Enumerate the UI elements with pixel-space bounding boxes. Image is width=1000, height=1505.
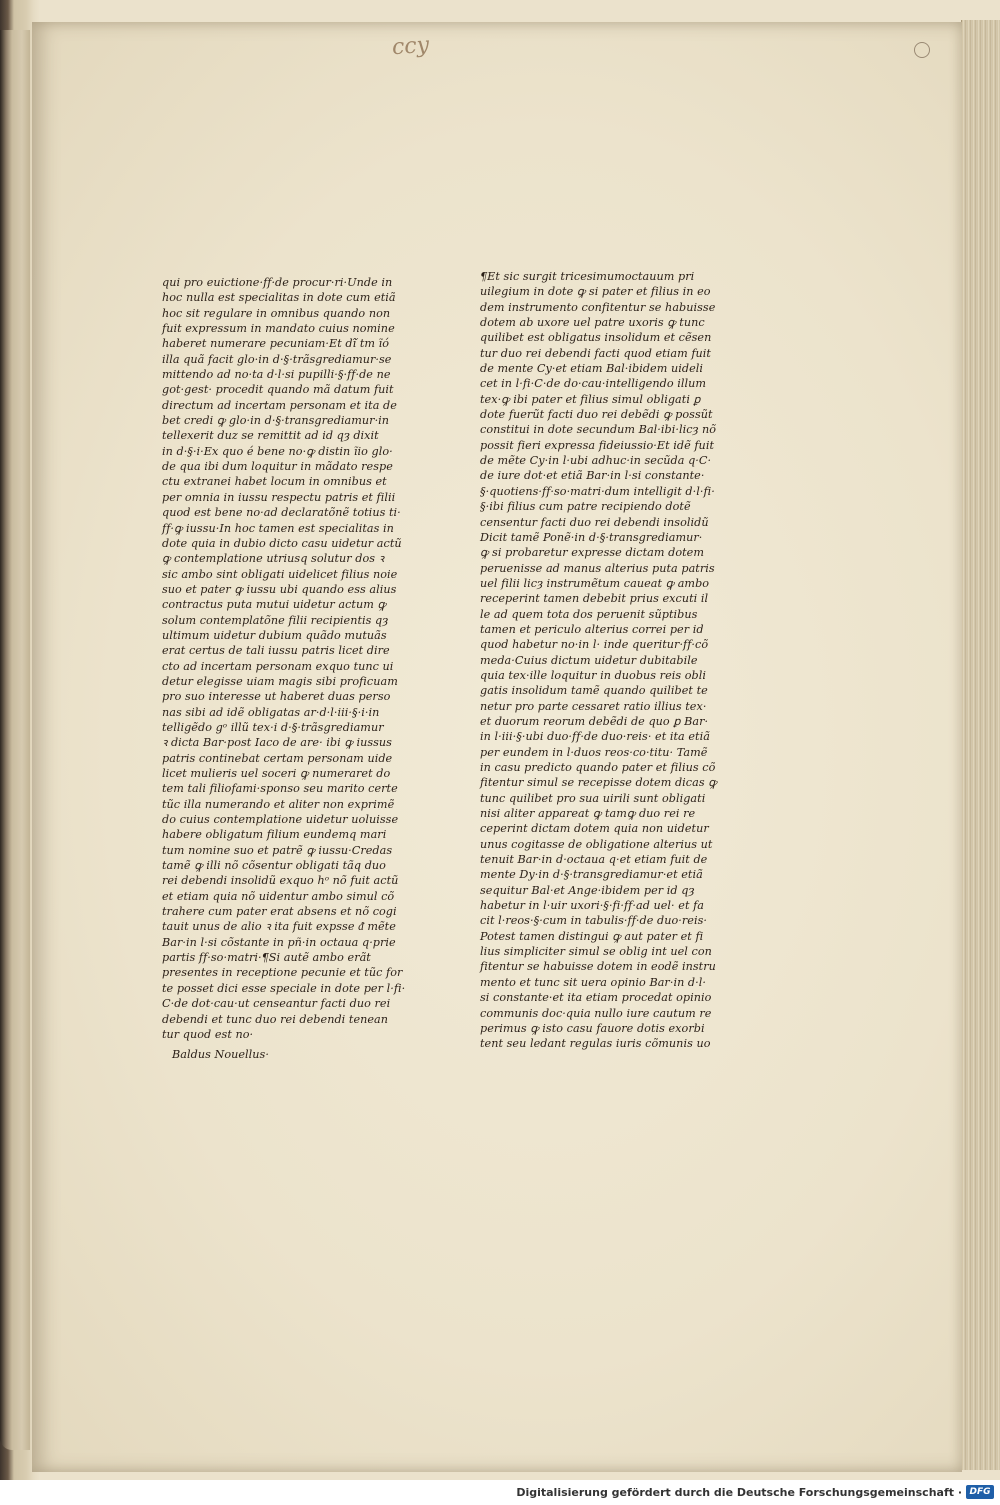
text-line: trahere cum pater erat absens et nõ cogi: [162, 905, 397, 919]
text-line: cet in l·fi·C·de do·cau·intelligendo illum: [480, 377, 707, 391]
right-page-stack: [961, 20, 1000, 1470]
text-line: habere obligatum filium eundemq mari: [162, 828, 387, 842]
text-line: ctu extranei habet locum in omnibus et: [162, 475, 387, 489]
text-line: dem instrumento confitentur se habuisse: [480, 300, 716, 314]
text-line: mento et tunc sit uera opinio Bar·in d·l·: [480, 975, 706, 989]
text-line: per eundem in l·duos reos·co·titu· Tamẽ: [480, 745, 708, 759]
text-line: quod habetur no·in l· inde queritur·ff·cõ: [480, 638, 709, 652]
text-line: §·ibi filius cum patre recipiendo dotẽ: [480, 500, 691, 514]
text-line: tamẽ ꝙ illi nõ cõsentur obligati tãq duo: [162, 859, 386, 873]
text-line: dote fuerũt facti duo rei debẽdi ꝙ possũt: [480, 408, 713, 422]
text-line: tauit unus de alio ꝛ ita fuit expsse ᵭ mẽte: [162, 920, 396, 934]
text-line: partis ff·so·matri·¶Si autẽ ambo erãt: [162, 951, 371, 965]
text-line: tellexerit duz se remittit ad id qȝ dixit: [162, 429, 379, 443]
text-line: tamen et periculo alterius correi per id: [480, 622, 704, 636]
text-line: per omnia in iussu respectu patris et filii: [162, 490, 396, 504]
author-signature: Baldus Nouellus·: [172, 1048, 269, 1062]
text-line: quia tex·ille loquitur in duobus reis obli: [480, 668, 707, 682]
text-line: detur elegisse uiam magis sibi proficuam: [162, 674, 398, 688]
text-line: uilegium in dote ꝙ si pater et filius in eo: [480, 285, 711, 299]
text-line: tent seu ledant regulas iuris cõmunis uo: [480, 1037, 711, 1051]
text-line: nas sibi ad idẽ obligatas ar·d·l·iii·§·i·in: [162, 705, 380, 719]
page-number: ccy: [391, 32, 430, 61]
book-page: [32, 22, 962, 1472]
left-text-column: [162, 275, 406, 1063]
text-line: telligẽdo gᵒ illũ tex·i d·§·trãsgrediamur: [162, 720, 384, 734]
footer-bar: [0, 1480, 1000, 1505]
text-line: patris continebat certam personam uide: [162, 751, 393, 765]
text-line: constitui in dote secundum Bal·ibi·licȝ nõ: [480, 423, 717, 437]
text-line: communis doc·quia nullo iure cautum re: [480, 1006, 712, 1020]
dfg-logo: DFG: [966, 1485, 994, 1499]
text-line: presentes in receptione pecunie et tũc for: [162, 966, 403, 980]
right-text-column: [480, 269, 716, 1052]
text-line: si constante·et ita etiam procedat opinio: [480, 991, 712, 1005]
text-line: ultimum uidetur dubium quãdo mutuãs: [162, 628, 387, 642]
text-line: lius simpliciter simul se oblig int uel con: [480, 945, 712, 959]
text-line: mente Dy·in d·§·transgrediamur·et etiã: [480, 868, 703, 882]
text-line: sequitur Bal·et Ange·ibidem per id qȝ: [480, 883, 695, 897]
text-line: de mẽte Cy·in l·ubi adhuc·in secũda q·C·: [480, 454, 712, 468]
text-line: debendi et tunc duo rei debendi tenean: [162, 1012, 389, 1026]
text-line: contractus puta mutui uidetur actum ꝙ: [162, 598, 386, 612]
text-line: Dicit tamẽ Ponẽ·in d·§·transgrediamur·: [480, 530, 703, 544]
text-line: de mente Cy·et etiam Bal·ibidem uideli: [480, 362, 703, 376]
text-line: ¶Et sic surgit tricesimumoctauum pri: [480, 270, 695, 283]
text-line: tex·ꝙ ibi pater et filius simul obligati ꝑ: [480, 392, 701, 406]
text-line: Potest tamen distingui ꝙ aut pater et fi: [480, 929, 704, 943]
footer-credit: Digitalisierung gefördert durch die Deutsche Forschungsgemeinschaft ·: [516, 1486, 962, 1499]
text-line: meda·Cuius dictum uidetur dubitabile: [480, 653, 698, 667]
text-line: ceperint dictam dotem quia non uidetur: [480, 822, 709, 836]
text-line: qui pro euictione·ff·de procur·ri·Unde in: [162, 276, 393, 289]
text-line: perimus ꝙ isto casu fauore dotis exorbi: [480, 1021, 705, 1035]
text-line: tum nomine suo et patrẽ ꝙ iussu·Credas: [162, 843, 393, 857]
text-line: ꝙ contemplatione utriusq solutur dos ꝛ: [162, 552, 385, 566]
text-line: tunc quilibet pro sua uirili sunt obligati: [480, 791, 706, 805]
text-line: rei debendi insolidũ exquo hᵒ nõ fuit actũ: [162, 874, 399, 888]
text-line: in l·iii·§·ubi duo·ff·de duo·reis· et ita etiã: [480, 730, 710, 744]
text-line: cto ad incertam personam exquo tunc ui: [162, 659, 394, 673]
text-line: in casu predicto quando pater et filius cõ: [480, 761, 716, 774]
text-line: fitentur se habuisse dotem in eodẽ instru: [480, 960, 716, 974]
text-line: dote quia in dubio dicto casu uidetur actũ: [162, 536, 402, 550]
text-line: tur duo rei debendi facti quod etiam fuit: [480, 346, 711, 360]
left-page-edge: [0, 30, 30, 1450]
text-line: tũc illa numerando et aliter non exprimẽ: [162, 797, 395, 811]
text-line: te posset dici esse speciale in dote per l·fi·: [162, 981, 406, 995]
text-line: quod est bene no·ad declaratõnẽ totius ti·: [162, 506, 401, 520]
text-line: et duorum reorum debẽdi de quo ꝑ Bar·: [480, 714, 709, 728]
text-line: possit fieri expressa fideiussio·Et idẽ fuit: [480, 438, 714, 452]
text-line: directum ad incertam personam et ita de: [162, 398, 397, 412]
text-line: Bar·in l·si cõstante in pñ·in octaua q·prie: [162, 935, 396, 949]
text-line: got·gest· procedit quando mã datum fuit: [162, 383, 394, 397]
text-line: bet credi ꝙ glo·in d·§·transgrediamur·in: [162, 414, 390, 428]
text-line: quilibet est obligatus insolidum et cẽsen: [480, 331, 712, 345]
text-line: illa quã facit glo·in d·§·trãsgrediamur·se: [162, 352, 392, 366]
text-line: nisi aliter appareat ꝙ tamꝙ duo rei re: [480, 807, 696, 821]
text-line: hoc nulla est specialitas in dote cum etiã: [162, 291, 396, 305]
text-line: §·quotiens·ff·so·matri·dum intelligit d·l·fi·: [480, 484, 715, 498]
text-line: gatis insolidum tamẽ quando quilibet te: [480, 684, 708, 698]
text-line: peruenisse ad manus alterius puta patris: [480, 561, 715, 575]
text-line: ff·ꝙ iussu·In hoc tamen est specialitas in: [162, 521, 394, 535]
text-line: mittendo ad no·ta d·l·si pupilli·§·ff·de ne: [162, 368, 391, 382]
text-line: tenuit Bar·in d·octaua q·et etiam fuit de: [480, 853, 708, 867]
circle-mark-icon: [914, 42, 930, 58]
text-line: receperint tamen debebit prius excuti il: [480, 592, 709, 606]
text-line: le ad quem tota dos peruenit sũptibus: [480, 607, 698, 621]
text-line: fitentur simul se recepisse dotem dicas ꝙ: [480, 776, 717, 790]
text-line: habetur in l·uir uxori·§·fi·ff·ad uel· et fa: [480, 899, 705, 913]
text-line: licet mulieris uel soceri ꝙ numeraret do: [162, 767, 391, 780]
text-line: fuit expressum in mandato cuius nomine: [162, 322, 395, 336]
text-line: dotem ab uxore uel patre uxoris ꝙ tunc: [480, 316, 705, 330]
text-line: de qua ibi dum loquitur in mãdato respe: [162, 460, 393, 474]
text-line: do cuius contemplatione uidetur uoluisse: [162, 813, 399, 827]
text-line: sic ambo sint obligati uidelicet filius noie: [162, 567, 398, 581]
text-line: pro suo interesse ut haberet duas perso: [162, 690, 391, 704]
text-line: uel filii licȝ instrumẽtum caueat ꝙ ambo: [480, 576, 710, 590]
text-line: haberet numerare pecuniam·Et di᷉ tm ĩó: [162, 337, 390, 351]
text-line: C·de dot·cau·ut censeantur facti duo rei: [162, 997, 391, 1011]
text-line: hoc sit regulare in omnibus quando non: [162, 306, 391, 320]
text-line: netur pro parte cessaret ratio illius tex·: [480, 699, 707, 713]
text-line: de iure dot·et etiã Bar·in l·si constante·: [480, 469, 705, 483]
text-line: solum contemplatõne filii recipientis qȝ: [162, 613, 389, 627]
text-line: cit l·reos·§·cum in tabulis·ff·de duo·reis·: [480, 914, 707, 928]
text-line: ꝙ si probaretur expresse dictam dotem: [480, 546, 705, 560]
text-line: unus cogitasse de obligatione alterius ut: [480, 837, 713, 851]
text-line: tur quod est no·: [162, 1027, 254, 1041]
text-line: suo et pater ꝙ iussu ubi quando ess alius: [162, 582, 397, 596]
text-line: tem tali filiofami·sponso seu marito certe: [162, 782, 398, 796]
text-line: et etiam quia nõ uidentur ambo simul cõ: [162, 889, 395, 903]
text-line: in d·§·i·Ex quo é bene no·ꝙ distin ĩio glo·: [162, 444, 393, 458]
text-line: censentur facti duo rei debendi insolidũ: [480, 515, 709, 529]
text-line: ꝛ dicta Bar·post Iaco de are· ibi ꝙ iussus: [162, 736, 392, 750]
text-line: erat certus de tali iussu patris licet dire: [162, 644, 390, 658]
